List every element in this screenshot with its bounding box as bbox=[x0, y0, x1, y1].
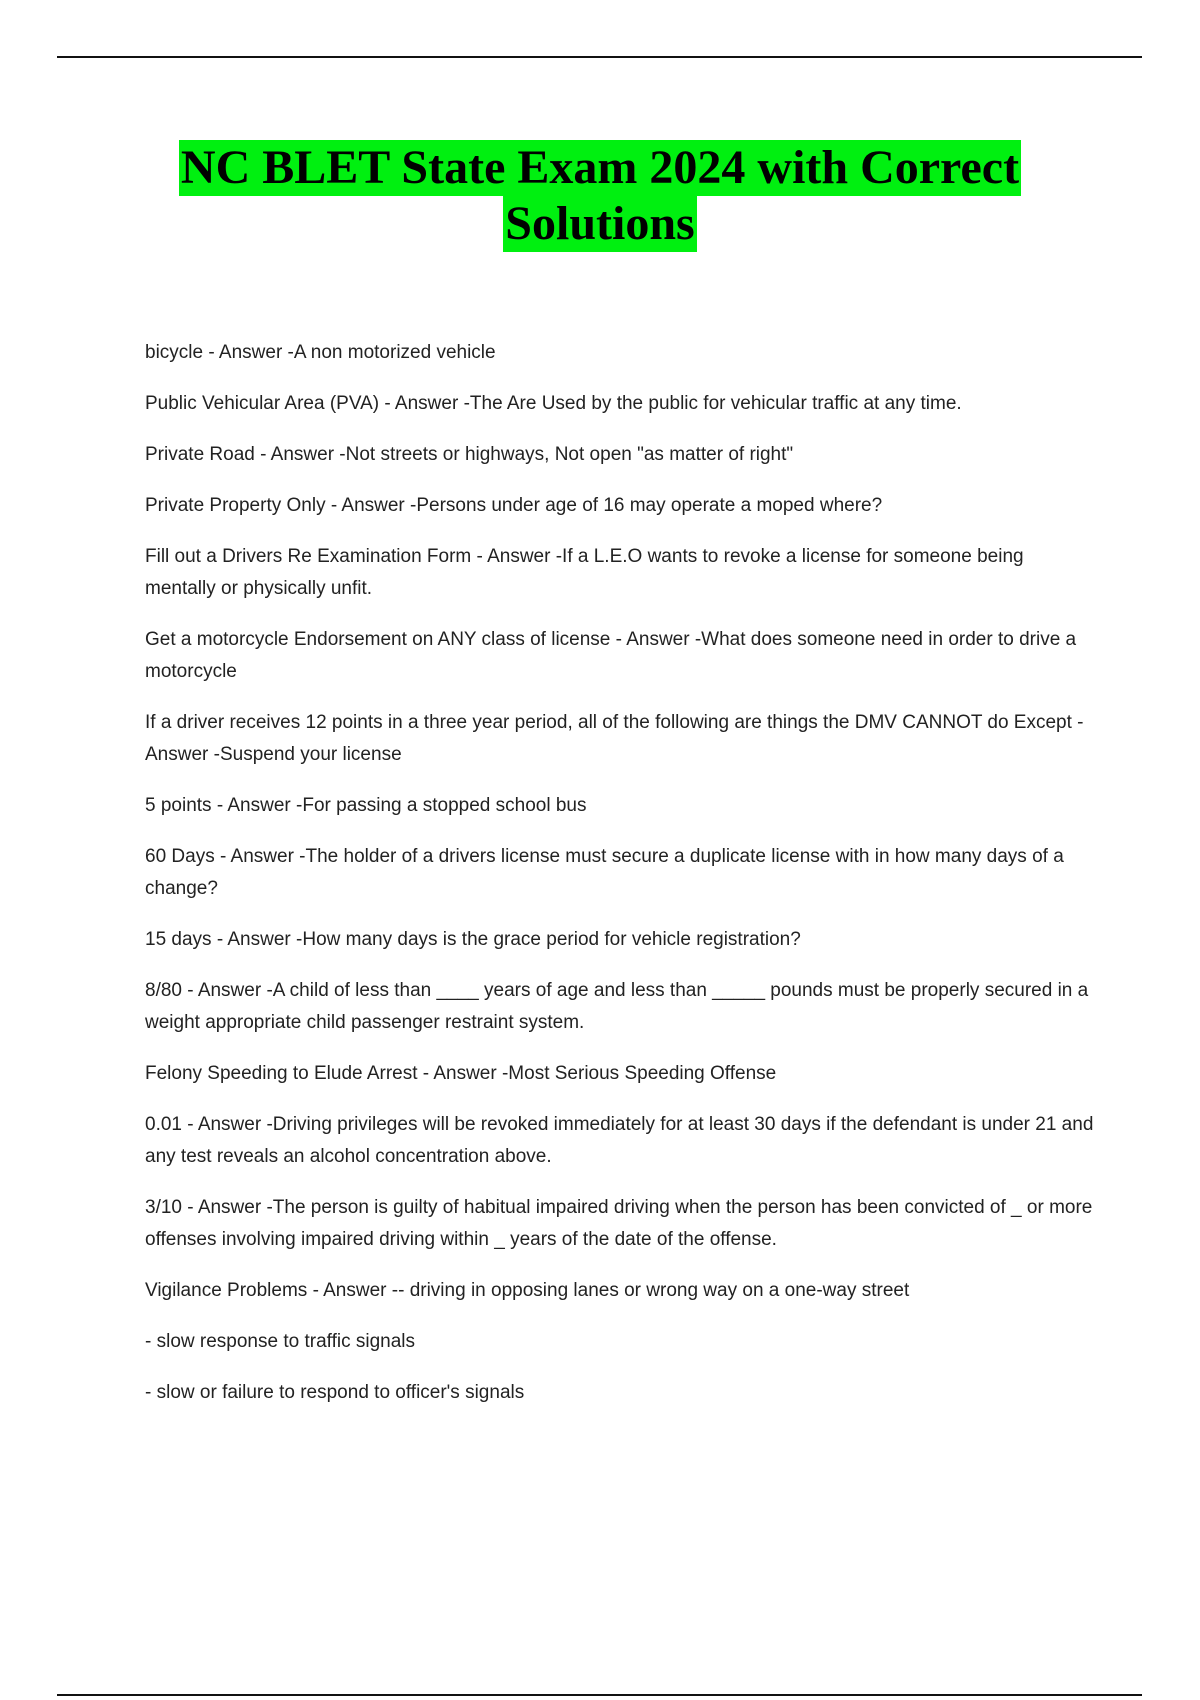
qa-item: Get a motorcycle Endorsement on ANY class of license - Answer -What does someone need in order to drive a motorcycle bbox=[145, 629, 1077, 682]
title-line-1: NC BLET State Exam 2024 with Correct bbox=[180, 141, 1020, 194]
top-rule bbox=[57, 56, 1142, 58]
qa-item: - slow response to traffic signals bbox=[145, 1331, 415, 1352]
qa-item: bicycle - Answer -A non motorized vehicle bbox=[145, 342, 496, 363]
qa-item: 8/80 - Answer -A child of less than ____ years of age and less than _____ pounds must be properly secured in a weight appropriate child passenger restraint system. bbox=[145, 980, 1089, 1033]
qa-item: Public Vehicular Area (PVA) - Answer -The Are Used by the public for vehicular traffic at any time. bbox=[145, 393, 962, 414]
qa-item: If a driver receives 12 points in a three year period, all of the following are things the DMV CANNOT do Except - Answer -Suspend your license bbox=[145, 712, 1084, 765]
qa-item: Private Road - Answer -Not streets or highways, Not open "as matter of right" bbox=[145, 444, 794, 465]
qa-item: 0.01 - Answer -Driving privileges will be revoked immediately for at least 30 days if the defendant is under 21 and any test reveals an alcohol concentration above. bbox=[145, 1114, 1094, 1167]
qa-item: Fill out a Drivers Re Examination Form - Answer -If a L.E.O wants to revoke a license for someone being mentally or physically unfit. bbox=[145, 546, 1024, 599]
bottom-rule bbox=[57, 1694, 1142, 1696]
qa-item: 3/10 - Answer -The person is guilty of habitual impaired driving when the person has been convicted of _ or more offenses involving impaired driving within _ years of the date of the offense. bbox=[145, 1197, 1093, 1250]
qa-item: Felony Speeding to Elude Arrest - Answer -Most Serious Speeding Offense bbox=[145, 1063, 777, 1084]
qa-item: - slow or failure to respond to officer's signals bbox=[145, 1382, 525, 1403]
qa-item: Vigilance Problems - Answer -- driving in opposing lanes or wrong way on a one-way street bbox=[145, 1280, 910, 1301]
qa-list bbox=[145, 337, 1095, 1428]
document-title bbox=[0, 140, 1200, 252]
title-line-2: Solutions bbox=[505, 197, 695, 250]
qa-item: 15 days - Answer -How many days is the grace period for vehicle registration? bbox=[145, 929, 801, 950]
qa-item: Private Property Only - Answer -Persons under age of 16 may operate a moped where? bbox=[145, 495, 883, 516]
qa-item: 5 points - Answer -For passing a stopped school bus bbox=[145, 795, 587, 816]
qa-item: 60 Days - Answer -The holder of a drivers license must secure a duplicate license with in how many days of a change? bbox=[145, 846, 1064, 899]
